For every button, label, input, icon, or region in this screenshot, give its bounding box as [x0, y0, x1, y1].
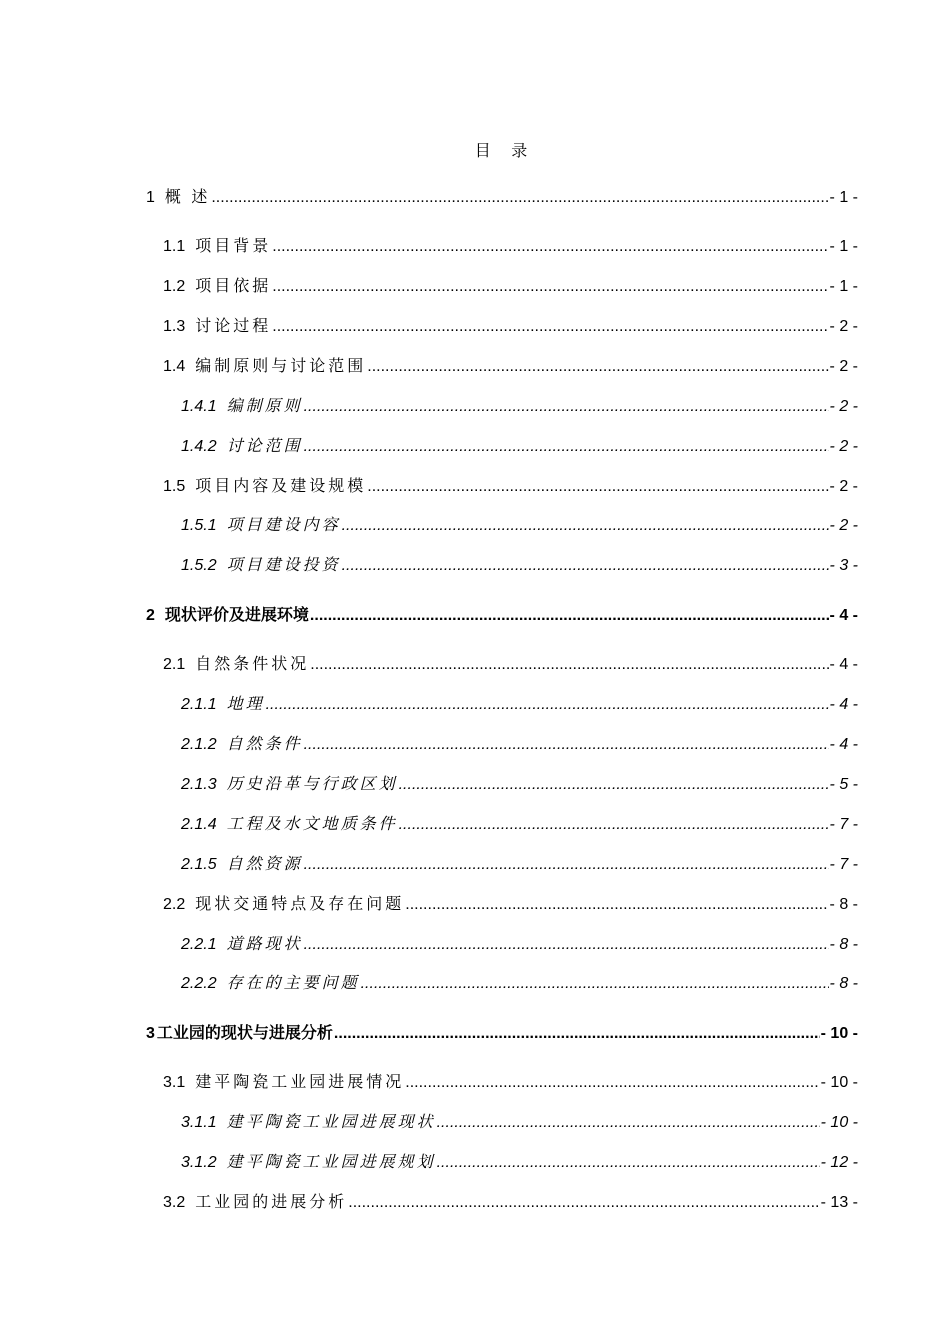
toc-entry-number: 2.2 — [163, 896, 186, 913]
toc-entry-label — [163, 477, 366, 497]
toc-entry-text: 项目依据 — [195, 278, 272, 295]
toc-page-number: - 4 - — [829, 607, 858, 624]
toc-entry-number: 1.4.1 — [181, 398, 217, 415]
toc-entry-label — [181, 516, 341, 536]
toc-entry-text: 历史沿革与行政区划 — [226, 776, 398, 793]
toc-dot-leader — [304, 935, 829, 955]
toc-page-number: - 4 - — [829, 656, 858, 673]
toc-entry-number: 2 — [146, 607, 155, 624]
toc-entry-label — [181, 855, 303, 875]
toc-entry[interactable] — [163, 277, 858, 297]
toc-entry[interactable] — [163, 655, 858, 675]
toc-dot-leader — [405, 895, 828, 915]
toc-entry-number: 2.1.3 — [181, 776, 217, 793]
toc-entry-text: 工业园的进展分析 — [195, 1194, 348, 1211]
toc-dot-leader — [367, 477, 828, 497]
toc-entry-label — [163, 655, 309, 675]
toc-entry-text: 道路现状 — [226, 936, 303, 953]
toc-page-number: - 3 - — [829, 557, 858, 574]
toc-page-number: - 10 - — [820, 1074, 858, 1091]
toc-entry[interactable] — [181, 397, 858, 417]
toc-entry-text: 讨论范围 — [226, 438, 303, 455]
toc-entry-label — [163, 1193, 347, 1213]
toc-entry-number: 1 — [146, 189, 155, 206]
toc-entry-number: 3.1 — [163, 1074, 186, 1091]
toc-entry[interactable] — [163, 895, 858, 915]
toc-entry-text: 自然资源 — [226, 856, 303, 873]
toc-entry-text: 编制原则 — [226, 398, 303, 415]
toc-page-number: - 8 - — [829, 936, 858, 953]
toc-entry-text: 项目背景 — [195, 238, 272, 255]
toc-entry-label — [146, 1024, 333, 1044]
toc-entry-label — [146, 606, 309, 626]
toc-dot-leader — [304, 437, 829, 457]
toc-entry-text: 建平陶瓷工业园进展情况 — [195, 1074, 405, 1091]
toc-dot-leader — [310, 606, 829, 626]
toc-dot-leader — [342, 556, 829, 576]
toc-entry-number: 3 — [146, 1025, 155, 1042]
toc-entry[interactable] — [181, 1113, 858, 1133]
toc-page-number: - 2 - — [829, 358, 858, 375]
toc-dot-leader — [211, 188, 828, 208]
toc-entry-number: 1.4.2 — [181, 438, 217, 455]
toc-entry-number: 1.5.2 — [181, 557, 217, 574]
toc-entry[interactable] — [163, 317, 858, 337]
toc-entry[interactable] — [181, 735, 858, 755]
toc-entry-label — [163, 1073, 404, 1093]
toc-entry-text: 自然条件 — [226, 736, 303, 753]
toc-entry-label — [163, 277, 271, 297]
toc-entry-label — [163, 895, 404, 915]
toc-page-number: - 12 - — [820, 1154, 858, 1171]
toc-entry[interactable] — [163, 1073, 858, 1093]
toc-dot-leader — [272, 317, 828, 337]
toc-entry-number: 2.2.1 — [181, 936, 217, 953]
toc-dot-leader — [399, 775, 829, 795]
toc-entry[interactable] — [181, 974, 858, 994]
toc-entry-number: 3.1.1 — [181, 1114, 217, 1131]
toc-entry-number: 1.2 — [163, 278, 186, 295]
toc-entry[interactable] — [163, 357, 858, 377]
toc-entry-number: 2.1.2 — [181, 736, 217, 753]
toc-entry-label — [163, 317, 271, 337]
toc-entry-label — [181, 695, 265, 715]
toc-entry-text: 项目内容及建设规模 — [195, 478, 367, 495]
toc-page-number: - 13 - — [820, 1194, 858, 1211]
toc-entry-text: 项目建设投资 — [226, 557, 341, 574]
toc-page-number: - 10 - — [820, 1025, 858, 1042]
toc-dot-leader — [399, 815, 829, 835]
toc-entry-number: 3.2 — [163, 1194, 186, 1211]
toc-entry[interactable] — [146, 606, 858, 626]
toc-dot-leader — [272, 237, 828, 257]
toc-entry[interactable] — [146, 1024, 858, 1044]
toc-entry-text: 项目建设内容 — [226, 517, 341, 534]
toc-page-number: - 7 - — [829, 856, 858, 873]
toc-entry-text: 地理 — [226, 696, 265, 713]
toc-entry[interactable] — [181, 775, 858, 795]
toc-dot-leader — [272, 277, 828, 297]
toc-entry-text: 现状交通特点及存在问题 — [195, 896, 405, 913]
toc-page-number: - 8 - — [829, 975, 858, 992]
toc-entry-label — [181, 437, 303, 457]
toc-entry[interactable] — [181, 935, 858, 955]
toc-entry-number: 1.3 — [163, 318, 186, 335]
toc-dot-leader — [304, 735, 829, 755]
toc-page-number: - 8 - — [829, 896, 858, 913]
toc-page-number: - 2 - — [829, 438, 858, 455]
toc-page-number: - 2 - — [829, 517, 858, 534]
toc-entry-text: 讨论过程 — [195, 318, 272, 335]
toc-entry-label — [181, 556, 341, 576]
toc-dot-leader — [437, 1113, 820, 1133]
toc-entry-text: 编制原则与讨论范围 — [195, 358, 367, 375]
toc-entry[interactable] — [181, 815, 858, 835]
toc-entry-label — [181, 775, 398, 795]
toc-entry[interactable] — [181, 1153, 858, 1173]
toc-entry-label — [163, 237, 271, 257]
toc-entry[interactable] — [181, 855, 858, 875]
toc-entry[interactable] — [181, 556, 858, 576]
toc-page-number: - 4 - — [829, 736, 858, 753]
toc-title: 目 录 — [474, 143, 536, 160]
toc-entry-number: 2.1.1 — [181, 696, 217, 713]
toc-entry-text: 建平陶瓷工业园进展规划 — [226, 1154, 436, 1171]
toc-entry[interactable] — [181, 516, 858, 536]
toc-dot-leader — [334, 1024, 820, 1044]
toc-entry-number: 2.1 — [163, 656, 186, 673]
toc-dot-leader — [304, 397, 829, 417]
toc-dot-leader — [405, 1073, 819, 1093]
toc-entry-number: 2.2.2 — [181, 975, 217, 992]
toc-dot-leader — [266, 695, 829, 715]
toc-entry-label — [181, 1113, 436, 1133]
toc-page-number: - 2 - — [829, 318, 858, 335]
toc-entry-text: 存在的主要问题 — [226, 975, 360, 992]
toc-entry-number: 2.1.5 — [181, 856, 217, 873]
toc-entry[interactable] — [146, 188, 858, 208]
toc-page-number: - 1 - — [829, 189, 858, 206]
toc-entry-text: 现状评价及进展环境 — [164, 607, 309, 624]
toc-entry[interactable] — [181, 437, 858, 457]
toc-page-number: - 4 - — [829, 696, 858, 713]
toc-entry-text: 概 述 — [164, 189, 211, 206]
toc-entry[interactable] — [163, 237, 858, 257]
toc-entry-text: 自然条件状况 — [195, 656, 310, 673]
toc-entry-text: 建平陶瓷工业园进展现状 — [226, 1114, 436, 1131]
toc-entry-label — [181, 735, 303, 755]
toc-entry[interactable] — [181, 695, 858, 715]
toc-entry-label — [181, 815, 398, 835]
toc-dot-leader — [304, 855, 829, 875]
toc-page-number: - 2 - — [829, 478, 858, 495]
toc-entry-number: 3.1.2 — [181, 1154, 217, 1171]
toc-entry-number: 2.1.4 — [181, 816, 217, 833]
toc-entry-text: 工业园的现状与进展分析 — [156, 1025, 333, 1042]
toc-page-number: - 5 - — [829, 776, 858, 793]
toc-dot-leader — [348, 1193, 819, 1213]
toc-page-number: - 1 - — [829, 238, 858, 255]
toc-entry-label — [146, 188, 210, 208]
toc-dot-leader — [367, 357, 828, 377]
toc-page-number: - 10 - — [820, 1114, 858, 1131]
toc-page-number: - 2 - — [829, 398, 858, 415]
toc-entry-number: 1.5 — [163, 478, 186, 495]
toc-dot-leader — [361, 974, 829, 994]
toc-entry-number: 1.5.1 — [181, 517, 217, 534]
toc-entry-label — [181, 397, 303, 417]
toc-entry[interactable] — [163, 477, 858, 497]
toc-entry-label — [181, 935, 303, 955]
toc-page-number: - 1 - — [829, 278, 858, 295]
toc-entry-number: 1.4 — [163, 358, 186, 375]
toc-entry-label — [181, 974, 360, 994]
toc-page-number: - 7 - — [829, 816, 858, 833]
toc-dot-leader — [437, 1153, 820, 1173]
toc-entry-label — [181, 1153, 436, 1173]
toc-entry-text: 工程及水文地质条件 — [226, 816, 398, 833]
toc-dot-leader — [342, 516, 829, 536]
toc-entry-label — [163, 357, 366, 377]
toc-dot-leader — [310, 655, 828, 675]
toc-entry[interactable] — [163, 1193, 858, 1213]
toc-entry-number: 1.1 — [163, 238, 186, 255]
